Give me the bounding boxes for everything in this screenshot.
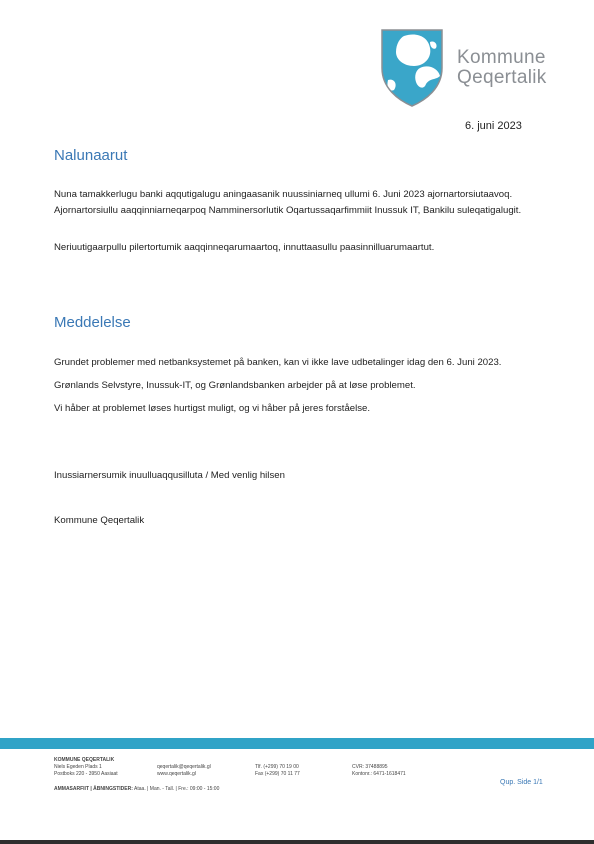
closing-signature: Kommune Qeqertalik xyxy=(54,515,145,526)
footer-account: Kontonr.: 6471-1618471 xyxy=(352,771,406,777)
page-bottom-edge xyxy=(0,840,594,844)
footer-hours-label: AMMASARFIIT | ÅBNINGSTIDER: xyxy=(54,786,133,792)
paragraph-danish-1: Grundet problemer med netbanksystemet på banken, kan vi ikke lave udbetalinger idag den 6. Juni 2023. xyxy=(54,357,502,368)
footer-address-line-1: Niels Egeden Plads 1 xyxy=(54,764,102,770)
logo-wordmark xyxy=(457,48,547,88)
heading-greenlandic: Nalunaarut xyxy=(54,147,128,164)
paragraph-greenlandic-2: Neriuutigaarpullu pilertortumik aaqqinneqarumaartoq, innuttaasullu paasinnilluarumaartut. xyxy=(54,242,435,253)
footer-contact-web xyxy=(157,764,211,778)
footer-web[interactable]: www.qeqertalik.gl xyxy=(157,771,196,777)
paragraph-greenlandic-1: Nuna tamakkerlugu banki aqqutigalugu aningaasanik nuussiniarneq ullumi 6. Juni 2023 ajornartorsiutaavoq. Ajornartorsiullu aaqqinniarneqarpoq Namminersorlutik Oqartussaqarfimmiit Inussuk IT, Bankilu suleqatigalugit. xyxy=(54,189,522,216)
footer-bar xyxy=(0,738,594,749)
page-indicator: Qup. Side 1/1 xyxy=(500,779,543,786)
paragraph-danish-2: Grønlands Selvstyre, Inussuk-IT, og Grønlandsbanken arbejder på at løse problemet. xyxy=(54,380,416,391)
footer-phone: Tlf. (+299) 70 19 00 xyxy=(255,764,299,770)
footer-bank-info xyxy=(352,764,406,778)
paragraph-danish-3: Vi håber at problemet løses hurtigst muligt, og vi håber på jeres forståelse. xyxy=(54,403,371,414)
coat-of-arms-logo xyxy=(380,28,444,108)
closing-greeting: Inussiarnersumik inuulluaqqusilluta / Med venlig hilsen xyxy=(54,470,285,481)
footer-opening-hours xyxy=(54,786,219,793)
logo-line-2: Qeqertalik xyxy=(457,67,547,88)
footer-address-line-2: Postboks 220 - 3950 Aasiaat xyxy=(54,771,118,777)
heading-danish: Meddelelse xyxy=(54,314,131,331)
logo-line-1: Kommune xyxy=(457,47,546,68)
footer-fax: Fax (+299) 70 11 77 xyxy=(255,771,300,777)
footer-org-name: KOMMUNE QEQERTALIK xyxy=(54,757,115,763)
document-date: 6. juni 2023 xyxy=(465,120,522,132)
footer-email[interactable]: qeqertalik@qeqertalik.gl xyxy=(157,764,211,770)
footer-address xyxy=(54,757,118,778)
footer-contact-phone xyxy=(255,764,300,778)
footer-hours-value: Ataa. | Man. - Tall. | Fre.: 09:00 - 15:00 xyxy=(134,786,220,792)
footer-cvr: CVR: 37488895 xyxy=(352,764,388,770)
